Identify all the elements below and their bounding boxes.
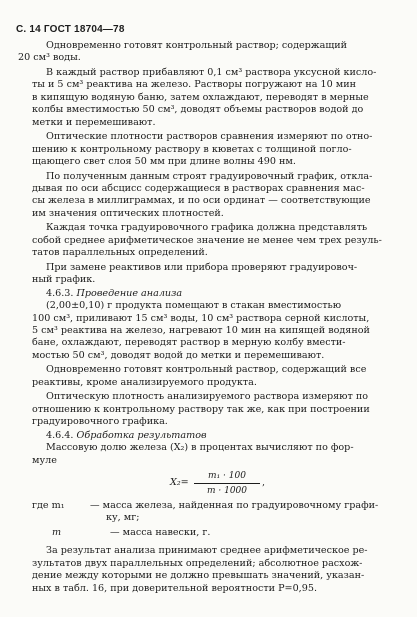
text-line: Массовую долю железа (X₂) в процентах вычисляют по фор- bbox=[46, 442, 354, 454]
text-line: ты и 5 см³ реактива на железо. Растворы погружают на 10 мин bbox=[32, 79, 357, 91]
text-line: По полученным данным строят градуировочный график, откла- bbox=[46, 170, 373, 182]
page-header: С. 14 ГОСТ 18704—78 bbox=[16, 24, 125, 35]
paragraph-calibration-graph bbox=[32, 171, 402, 221]
text-line: собой среднее арифметическое значение не менее чем трех резуль- bbox=[32, 234, 382, 246]
formula-iron-mass-fraction bbox=[32, 470, 402, 498]
definition-symbol: m bbox=[52, 526, 62, 538]
section-title: Обработка результатов bbox=[76, 429, 207, 441]
section-heading-4-6-4 bbox=[32, 430, 402, 442]
text-line: Одновременно готовят контрольный раствор; содержащий bbox=[46, 40, 348, 51]
text-line: реактивы, кроме анализируемого продукта. bbox=[32, 376, 257, 388]
formula-comma: , bbox=[262, 477, 265, 488]
definition-symbol: где m₁ bbox=[32, 499, 65, 511]
text-line: Оптические плотности растворов сравнения измеряют по отно- bbox=[46, 131, 373, 143]
paragraph-measure-density bbox=[32, 391, 402, 428]
paragraph-graph-points bbox=[32, 222, 402, 259]
definition-text: — масса железа, найденная по градуировочному графи- bbox=[90, 499, 379, 511]
text-line: сы железа в миллиграммах, и по оси ординат — соответствующие bbox=[32, 195, 371, 207]
text-line: 5 см³ реактива на железо, нагревают 10 мин на кипящей водяной bbox=[32, 324, 370, 336]
text-line: Оптическую плотность анализируемого раствора измеряют по bbox=[46, 391, 369, 403]
text-line: градуировочного графика. bbox=[32, 416, 168, 428]
text-line: (2,00±0,10) г продукта помещают в стакан вместимостью bbox=[46, 300, 342, 312]
text-line: шению к контрольному раствору в кюветах с толщиной погло- bbox=[32, 143, 352, 155]
paragraph-result bbox=[32, 545, 402, 595]
text-line: ных в табл. 16, при доверительной вероятности P=0,95. bbox=[32, 582, 317, 594]
text-line: дение между которыми не должно превышать значений, указан- bbox=[32, 570, 365, 582]
text-line: 100 см³, приливают 15 см³ воды, 10 см³ раствора серной кислоты, bbox=[32, 312, 370, 324]
text-line: В каждый раствор прибавляют 0,1 см³ раствора уксусной кисло- bbox=[46, 66, 377, 78]
paragraph-control-solution-2 bbox=[32, 364, 402, 389]
section-number: 4.6.3. bbox=[46, 287, 74, 299]
definition-m bbox=[32, 527, 402, 539]
formula-fraction bbox=[194, 470, 265, 497]
text-line: бане, охлаждают, переводят раствор в мерную колбу вмести- bbox=[32, 337, 346, 349]
text-line: колбы вместимостью 50 см³, доводят объемы растворов водой до bbox=[32, 104, 364, 116]
text-line: метки и перемешивают. bbox=[32, 116, 156, 128]
section-number: 4.6.4. bbox=[46, 429, 74, 441]
text-line: татов параллельных определений. bbox=[32, 247, 208, 259]
text-line: им значения оптических плотностей. bbox=[32, 207, 224, 219]
formula-lhs: X₂= bbox=[170, 476, 189, 488]
page-content bbox=[18, 40, 402, 595]
paragraph-mass-fraction bbox=[32, 442, 402, 467]
text-line: дывая по оси абсцисс содержащиеся в растворах сравнения мас- bbox=[32, 182, 365, 194]
text-line: За результат анализа принимают среднее арифметическое ре- bbox=[46, 545, 368, 557]
text-line: в кипящую водяную баню, затем охлаждают, переводят в мерные bbox=[32, 91, 369, 103]
formula-denominator: m · 1000 bbox=[206, 485, 248, 496]
paragraph-add-reagents bbox=[32, 67, 402, 129]
text-line: мостью 50 см³, доводят водой до метки и перемешивают. bbox=[32, 349, 325, 361]
text-line: муле bbox=[32, 454, 57, 466]
paragraph-optical-density bbox=[32, 131, 402, 168]
paragraph-control-solution-1 bbox=[18, 40, 402, 65]
text-line: ный график. bbox=[32, 274, 96, 286]
text-line: отношению к контрольному раствору так же, как при построении bbox=[32, 403, 370, 415]
section-title: Проведение анализа bbox=[76, 287, 183, 299]
definition-m1-continued: ку, мг; bbox=[106, 512, 140, 524]
definition-text: — масса навески, г. bbox=[110, 526, 211, 538]
paragraph-reagent-replacement bbox=[32, 262, 402, 287]
text-line: зультатов двух параллельных определений; абсолютное расхож- bbox=[32, 557, 363, 569]
text-line: щающего свет слоя 50 мм при длине волны 490 нм. bbox=[32, 156, 296, 168]
paragraph-analysis-procedure bbox=[32, 300, 402, 362]
text-line: Каждая точка градуировочного графика должна представлять bbox=[46, 222, 368, 234]
text-line: При замене реактивов или прибора проверяют градуировоч- bbox=[46, 261, 358, 273]
text-line: 20 см³ воды. bbox=[18, 52, 81, 64]
formula-numerator: m₁ · 100 bbox=[194, 470, 260, 484]
section-heading-4-6-3 bbox=[32, 288, 402, 300]
text-line: Одновременно готовят контрольный раствор, содержащий все bbox=[46, 364, 367, 376]
definition-m1 bbox=[32, 500, 402, 512]
